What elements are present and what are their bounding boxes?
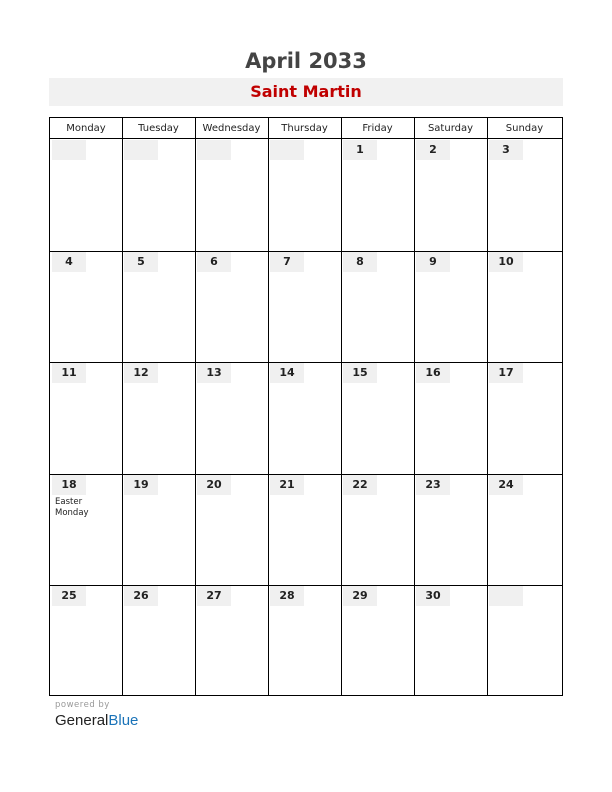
date-number: 8 — [356, 255, 364, 268]
date-label-box — [197, 475, 231, 495]
calendar-grid — [49, 117, 563, 696]
date-label-box — [343, 363, 377, 383]
date-label-box — [270, 363, 304, 383]
date-number: 24 — [498, 478, 514, 491]
date-label-box — [416, 586, 450, 606]
date-number — [124, 140, 158, 160]
date-number: 16 — [425, 366, 441, 379]
date-label-box — [489, 475, 523, 495]
date-number: 17 — [498, 366, 514, 379]
date-number: 20 — [206, 478, 222, 491]
date-label-box — [489, 140, 523, 160]
date-label-box — [124, 140, 158, 160]
date-label-box — [416, 475, 450, 495]
date-label-box — [52, 363, 86, 383]
day-cell[interactable] — [415, 139, 487, 250]
day-cell[interactable] — [415, 251, 487, 362]
date-number: 5 — [137, 255, 145, 268]
day-cell[interactable] — [488, 585, 562, 696]
day-cell[interactable] — [196, 474, 268, 585]
weekday-sunday: Sunday — [505, 123, 544, 134]
date-number: 28 — [279, 589, 295, 602]
day-cell[interactable] — [342, 251, 414, 362]
date-number: 15 — [352, 366, 368, 379]
powered-by-text: powered by — [55, 700, 110, 710]
day-cell[interactable] — [51, 585, 122, 696]
date-number: 1 — [356, 143, 364, 156]
date-label-box — [343, 475, 377, 495]
date-number: 12 — [133, 366, 149, 379]
date-number: 21 — [279, 478, 295, 491]
date-label-box — [124, 363, 158, 383]
day-cell[interactable] — [269, 251, 341, 362]
weekday-wednesday: Wednesday — [202, 123, 261, 134]
day-cell[interactable] — [342, 585, 414, 696]
date-number — [270, 140, 304, 160]
date-label-box — [124, 586, 158, 606]
day-cell[interactable] — [415, 474, 487, 585]
date-label-box — [270, 586, 304, 606]
country-banner — [49, 78, 563, 106]
date-label-box — [416, 252, 450, 272]
date-label-box — [343, 140, 377, 160]
date-number — [489, 586, 523, 606]
day-cell[interactable] — [123, 362, 195, 473]
day-cell[interactable] — [269, 139, 341, 250]
calendar-title: April 2033 — [245, 49, 367, 73]
day-cell[interactable] — [488, 362, 562, 473]
date-label-box — [489, 586, 523, 606]
day-cell[interactable] — [488, 474, 562, 585]
date-number: 18 — [61, 478, 77, 491]
date-label-box — [343, 252, 377, 272]
date-number: 27 — [206, 589, 222, 602]
day-cell[interactable] — [269, 362, 341, 473]
date-label-box — [343, 586, 377, 606]
day-cell[interactable] — [196, 251, 268, 362]
date-number: 22 — [352, 478, 368, 491]
day-cell[interactable] — [196, 139, 268, 250]
date-number: 13 — [206, 366, 222, 379]
date-number: 4 — [65, 255, 73, 268]
day-cell[interactable] — [415, 362, 487, 473]
date-label-box — [52, 586, 86, 606]
day-cell[interactable] — [196, 362, 268, 473]
date-label-box — [52, 475, 86, 495]
day-cell[interactable] — [123, 585, 195, 696]
date-number: 3 — [502, 143, 510, 156]
day-cell[interactable] — [51, 251, 122, 362]
date-label-box — [270, 475, 304, 495]
day-cell[interactable] — [51, 474, 122, 585]
date-label-box — [489, 363, 523, 383]
day-cell[interactable] — [123, 139, 195, 250]
date-label-box — [197, 586, 231, 606]
date-label-box — [124, 475, 158, 495]
date-label-box — [270, 140, 304, 160]
date-label-box — [52, 140, 86, 160]
date-label-box — [124, 252, 158, 272]
weekday-header-row — [50, 118, 562, 139]
brand-general: General — [55, 712, 109, 729]
date-number — [197, 140, 231, 160]
date-label-box — [489, 252, 523, 272]
date-label-box — [197, 140, 231, 160]
brand-blue: Blue — [108, 712, 139, 729]
weekday-tuesday: Tuesday — [138, 123, 179, 134]
day-cell[interactable] — [342, 362, 414, 473]
day-cell[interactable] — [415, 585, 487, 696]
day-cell[interactable] — [196, 585, 268, 696]
date-number: 25 — [61, 589, 77, 602]
day-cell[interactable] — [51, 362, 122, 473]
day-cell[interactable] — [123, 251, 195, 362]
date-number: 26 — [133, 589, 149, 602]
date-number: 14 — [279, 366, 295, 379]
day-cell[interactable] — [51, 139, 122, 250]
day-cell[interactable] — [342, 474, 414, 585]
day-cell[interactable] — [488, 251, 562, 362]
date-label-box — [416, 363, 450, 383]
day-cell[interactable] — [269, 585, 341, 696]
date-label-box — [52, 252, 86, 272]
day-cell[interactable] — [342, 139, 414, 250]
date-number: 7 — [283, 255, 291, 268]
date-label-box — [270, 252, 304, 272]
date-number: 10 — [498, 255, 514, 268]
date-label-box — [416, 140, 450, 160]
date-number: 11 — [61, 366, 77, 379]
day-cell[interactable] — [123, 474, 195, 585]
date-label-box — [197, 252, 231, 272]
date-number — [52, 140, 86, 160]
country-name: Saint Martin — [250, 82, 362, 101]
weekday-friday: Friday — [362, 123, 393, 134]
date-number: 19 — [133, 478, 149, 491]
date-number: 30 — [425, 589, 441, 602]
weekday-thursday: Thursday — [281, 123, 328, 134]
date-label-box — [197, 363, 231, 383]
day-cell[interactable] — [488, 139, 562, 250]
date-number: 9 — [429, 255, 437, 268]
date-number: 29 — [352, 589, 368, 602]
brand-logo[interactable] — [55, 711, 138, 731]
date-number: 23 — [425, 478, 441, 491]
date-number: 6 — [210, 255, 218, 268]
date-number: 2 — [429, 143, 437, 156]
weekday-saturday: Saturday — [427, 123, 474, 134]
footer — [55, 700, 138, 731]
weekday-monday: Monday — [66, 123, 106, 134]
holiday-label: Easter Monday — [55, 497, 89, 518]
day-cell[interactable] — [269, 474, 341, 585]
